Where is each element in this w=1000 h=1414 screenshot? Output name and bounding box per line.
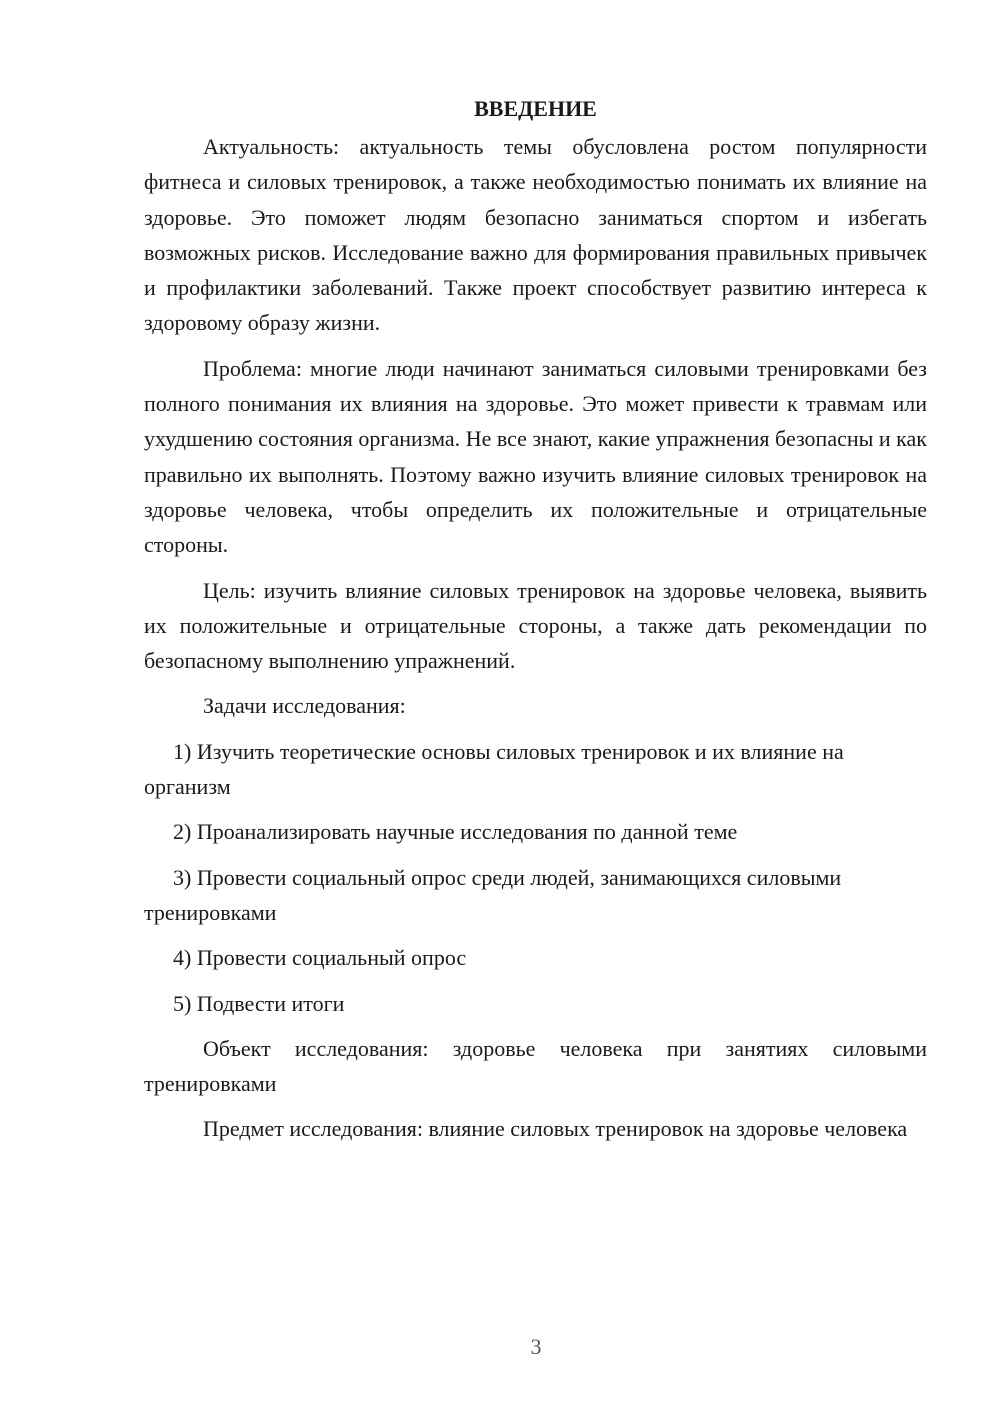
task-item-4: 4) Провести социальный опрос xyxy=(173,945,467,971)
page-title: ВВЕДЕНИЕ xyxy=(474,96,597,121)
page-content xyxy=(144,94,927,1157)
task-item-3: 3) Провести социальный опрос среди людей, занимающихся силовыми тренировками xyxy=(144,864,842,925)
page-number: 3 xyxy=(530,1334,542,1359)
task-item-1: 1) Изучить теоретические основы силовых тренировок и их влияние на организм xyxy=(144,738,844,800)
task-item-5: 5) Подвести итоги xyxy=(173,990,345,1016)
subject-paragraph: Предмет исследования: влияние силовых тренировок на здоровье человека xyxy=(203,1116,908,1142)
task-item-2: 2) Проанализировать научные исследования по данной теме xyxy=(173,819,738,845)
relevance-paragraph: Актуальность: актуальность темы обусловлена ростом популярности фитнеса и силовых тренировок, а также необходимостью понимать их влияние на здоровье. Это поможет людям безопасно заниматься спортом и избегать возможных рисков. Исследование важно для формирования правильных привычек и профилактики заболеваний. Также проект способствует развитию интереса к здоровому образу жизни. xyxy=(144,134,927,336)
tasks-heading: Задачи исследования: xyxy=(203,693,406,719)
object-paragraph: Объект исследования: здоровье человека при занятиях силовыми тренировками xyxy=(144,1035,927,1097)
goal-paragraph: Цель: изучить влияние силовых тренировок на здоровье человека, выявить их положительные и отрицательные стороны, а также дать рекомендации по безопасному выполнению упражнений. xyxy=(144,577,927,674)
problem-paragraph: Проблема: многие люди начинают заниматься силовыми тренировками без полного понимания их влияния на здоровье. Это может привести к травмам или ухудшению состояния организма. Не все знают, какие упражнения безопасны и как правильно их выполнять. Поэтому важно изучить влияние силовых тренировок на здоровье человека, чтобы определить их положительные и отрицательные стороны. xyxy=(144,355,927,558)
